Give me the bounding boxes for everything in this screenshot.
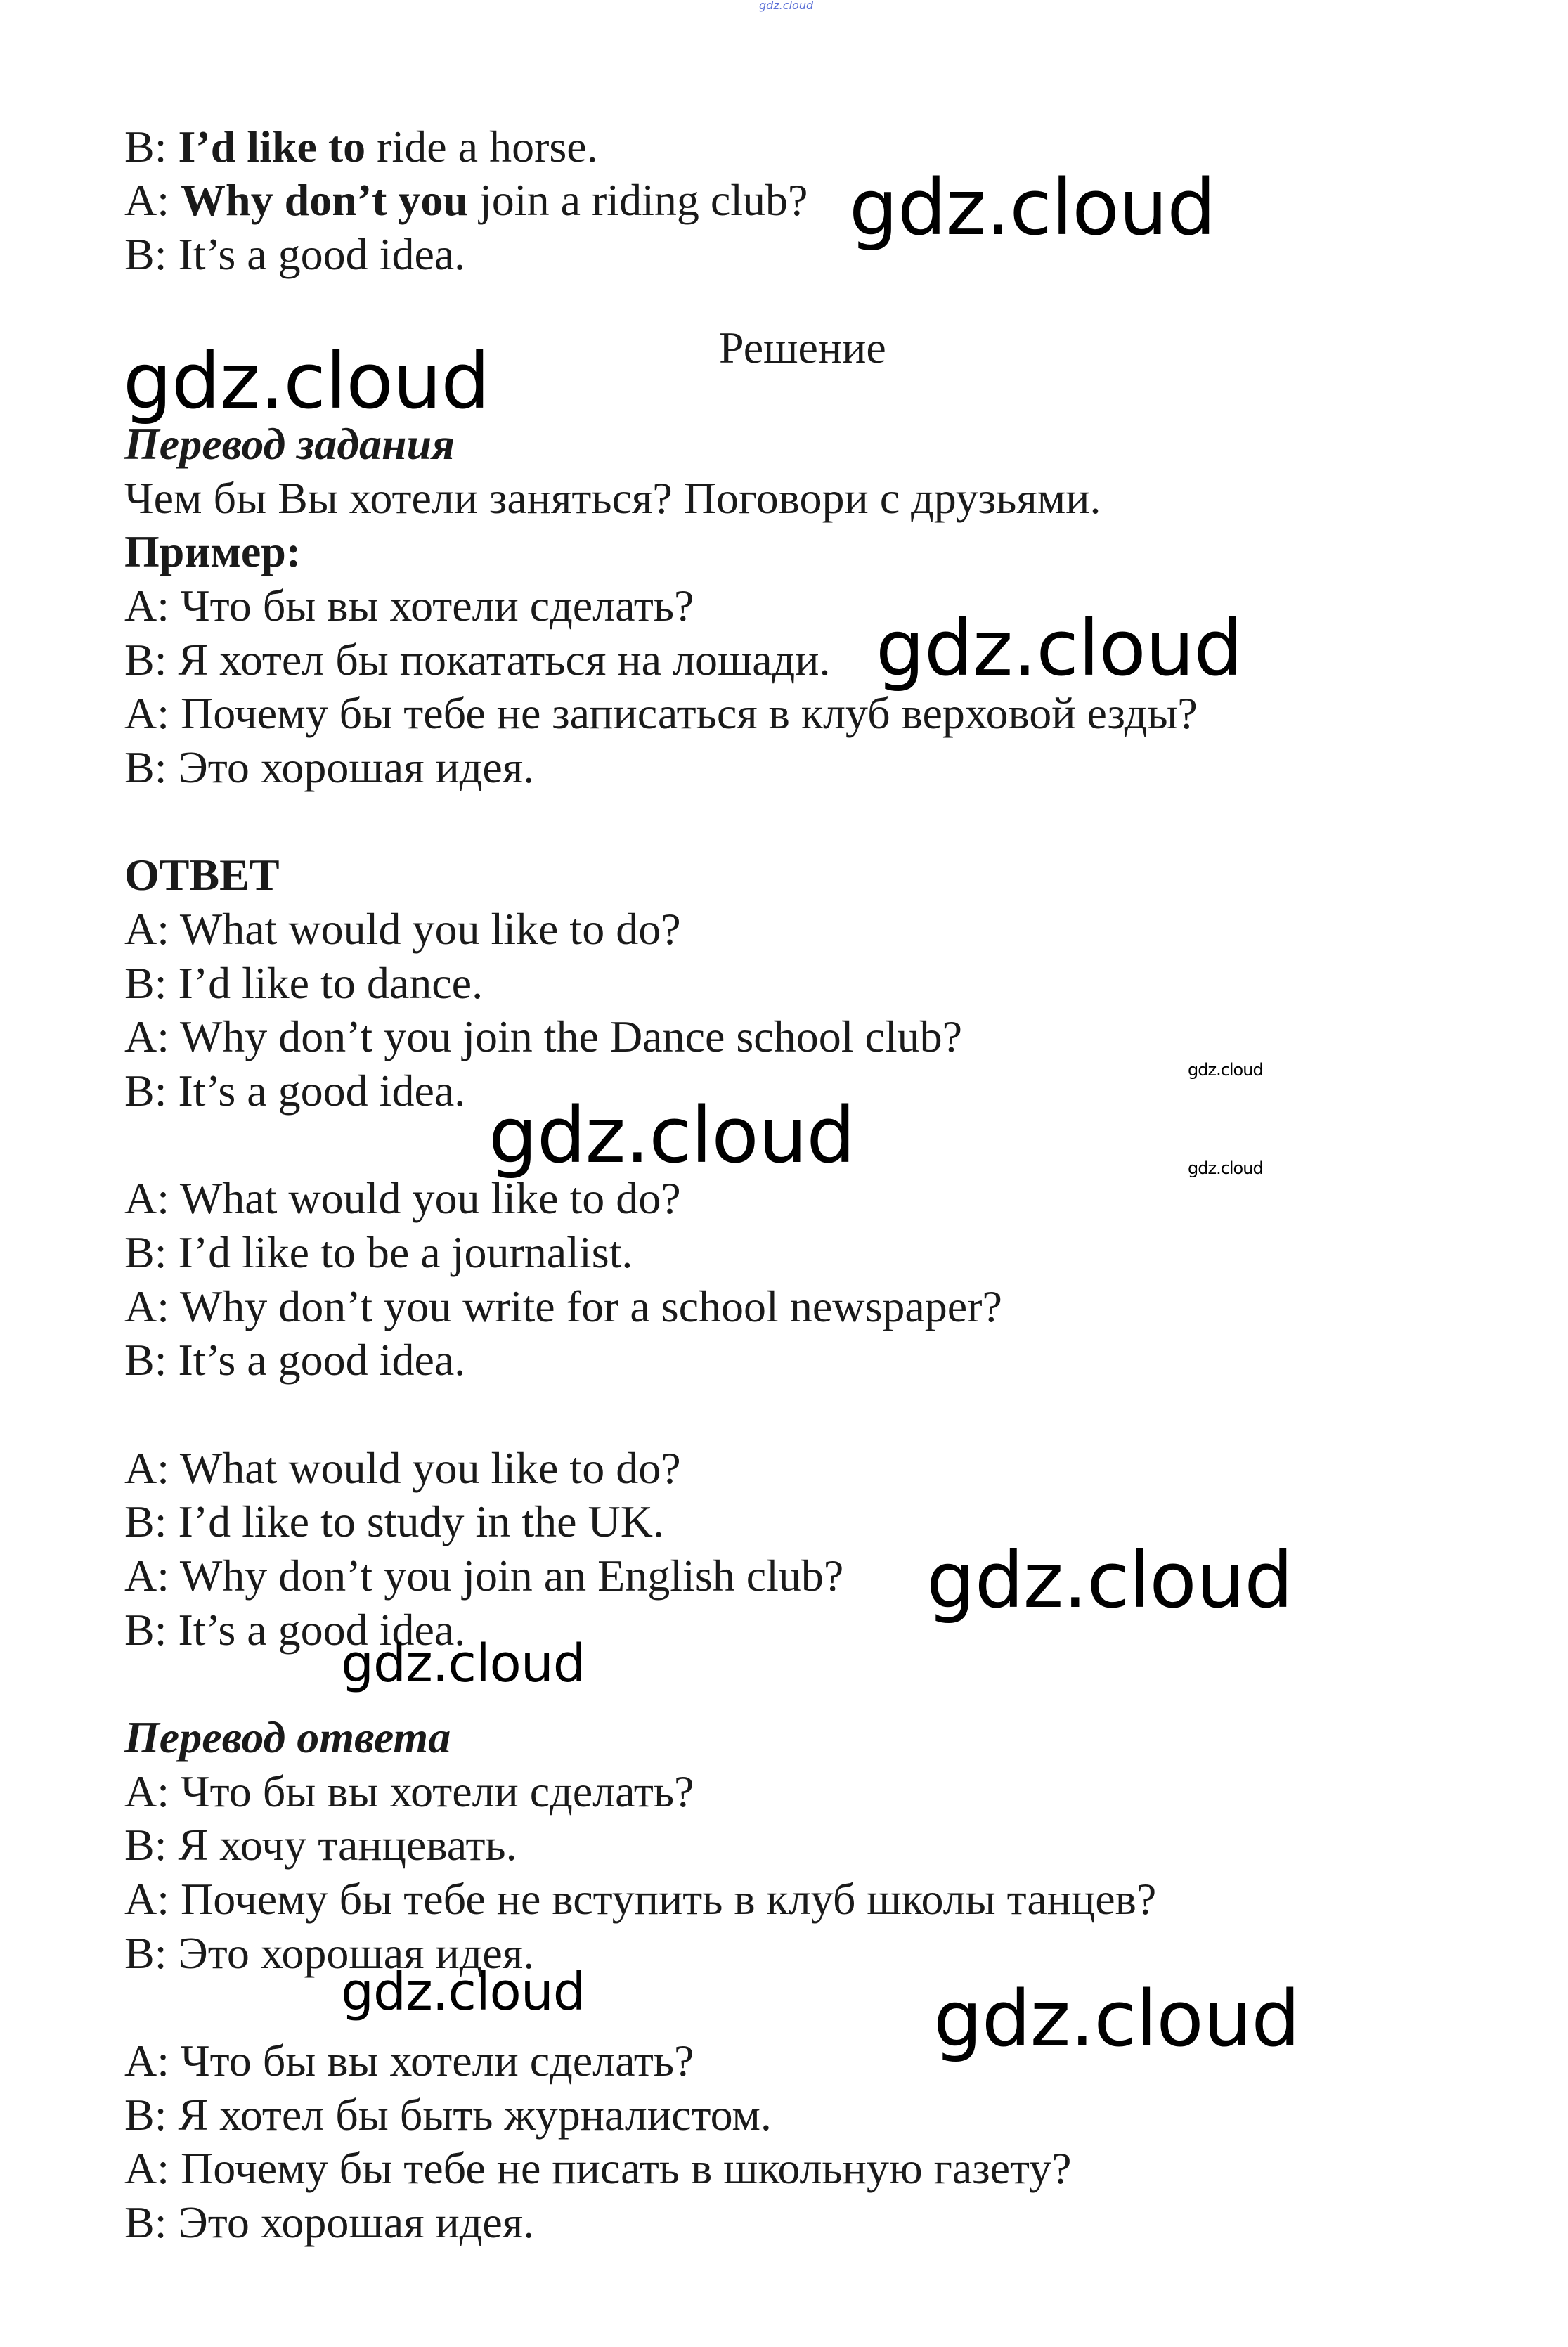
example-translation-line: A: Что бы вы хотели сделать? xyxy=(124,581,694,631)
answer-line: A: What would you like to do? xyxy=(124,1173,681,1223)
watermark: gdz.cloud xyxy=(123,336,490,426)
answer-translation-line: A: Что бы вы хотели сделать? xyxy=(124,2036,694,2086)
watermark: gdz.cloud xyxy=(341,1634,585,1694)
answer-translation-heading: Перевод ответа xyxy=(124,1712,451,1762)
answer-translation-line: A: Почему бы тебе не писать в школьную газету? xyxy=(124,2143,1072,2193)
answer-line: A: Why don’t you join an English club? xyxy=(124,1551,844,1601)
answer-translation-line: B: Я хочу танцевать. xyxy=(124,1820,517,1870)
example-line-b3: B: It’s a good idea. xyxy=(124,229,466,279)
answer-line: A: What would you like to do? xyxy=(124,904,681,954)
answer-line: A: Why don’t you write for a school newspaper? xyxy=(124,1281,1002,1331)
answer-line: B: It’s a good idea. xyxy=(124,1605,466,1655)
answer-heading: ОТВЕТ xyxy=(124,850,280,900)
answer-line: B: I’d like to study in the UK. xyxy=(124,1496,664,1546)
example-translation-line: B: Это хорошая идея. xyxy=(124,742,535,792)
answer-line: B: It’s a good idea. xyxy=(124,1335,466,1385)
example-translation-line: B: Я хотел бы покататься на лошади. xyxy=(124,635,831,685)
answer-translation-line: A: Почему бы тебе не вступить в клуб школы танцев? xyxy=(124,1874,1157,1924)
example-line-a2 xyxy=(124,175,808,225)
bold-phrase: I’d like to xyxy=(178,122,366,172)
line-rest: ride a horse. xyxy=(365,122,598,172)
watermark: gdz.cloud xyxy=(1188,1060,1263,1080)
watermark: gdz.cloud xyxy=(341,1962,585,2022)
watermark: gdz.cloud xyxy=(876,603,1243,693)
solution-heading: Решение xyxy=(719,323,886,373)
watermark: gdz.cloud xyxy=(933,1974,1300,2064)
task-translation-heading: Перевод задания xyxy=(124,419,455,469)
example-label: Пример: xyxy=(124,526,302,576)
watermark: gdz.cloud xyxy=(488,1090,855,1180)
speaker-label: B: xyxy=(124,122,179,172)
watermark: gdz.cloud xyxy=(926,1535,1293,1625)
answer-line: A: Why don’t you join the Dance school club? xyxy=(124,1011,963,1061)
answer-translation-line: B: Это хорошая идея. xyxy=(124,2197,535,2247)
example-translation-line: A: Почему бы тебе не записаться в клуб верховой езды? xyxy=(124,688,1198,738)
answer-line: B: It’s a good idea. xyxy=(124,1066,466,1116)
bold-phrase: Why don’t you xyxy=(181,175,468,225)
answer-line: B: I’d like to be a journalist. xyxy=(124,1227,633,1277)
watermark: gdz.cloud xyxy=(849,162,1216,252)
answer-translation-line: B: Это хорошая идея. xyxy=(124,1928,535,1978)
answer-translation-line: A: Что бы вы хотели сделать? xyxy=(124,1766,694,1816)
example-line-b1 xyxy=(124,122,598,172)
line-rest: join a riding club? xyxy=(468,175,808,225)
answer-line: B: I’d like to dance. xyxy=(124,958,484,1008)
top-watermark: gdz.cloud xyxy=(759,0,814,12)
speaker-label: A: xyxy=(124,175,181,225)
answer-translation-line: B: Я хотел бы быть журналистом. xyxy=(124,2090,772,2140)
watermark: gdz.cloud xyxy=(1188,1158,1263,1178)
task-translation-text: Чем бы Вы хотели заняться? Поговори с друзьями. xyxy=(124,473,1101,523)
answer-line: A: What would you like to do? xyxy=(124,1443,681,1493)
